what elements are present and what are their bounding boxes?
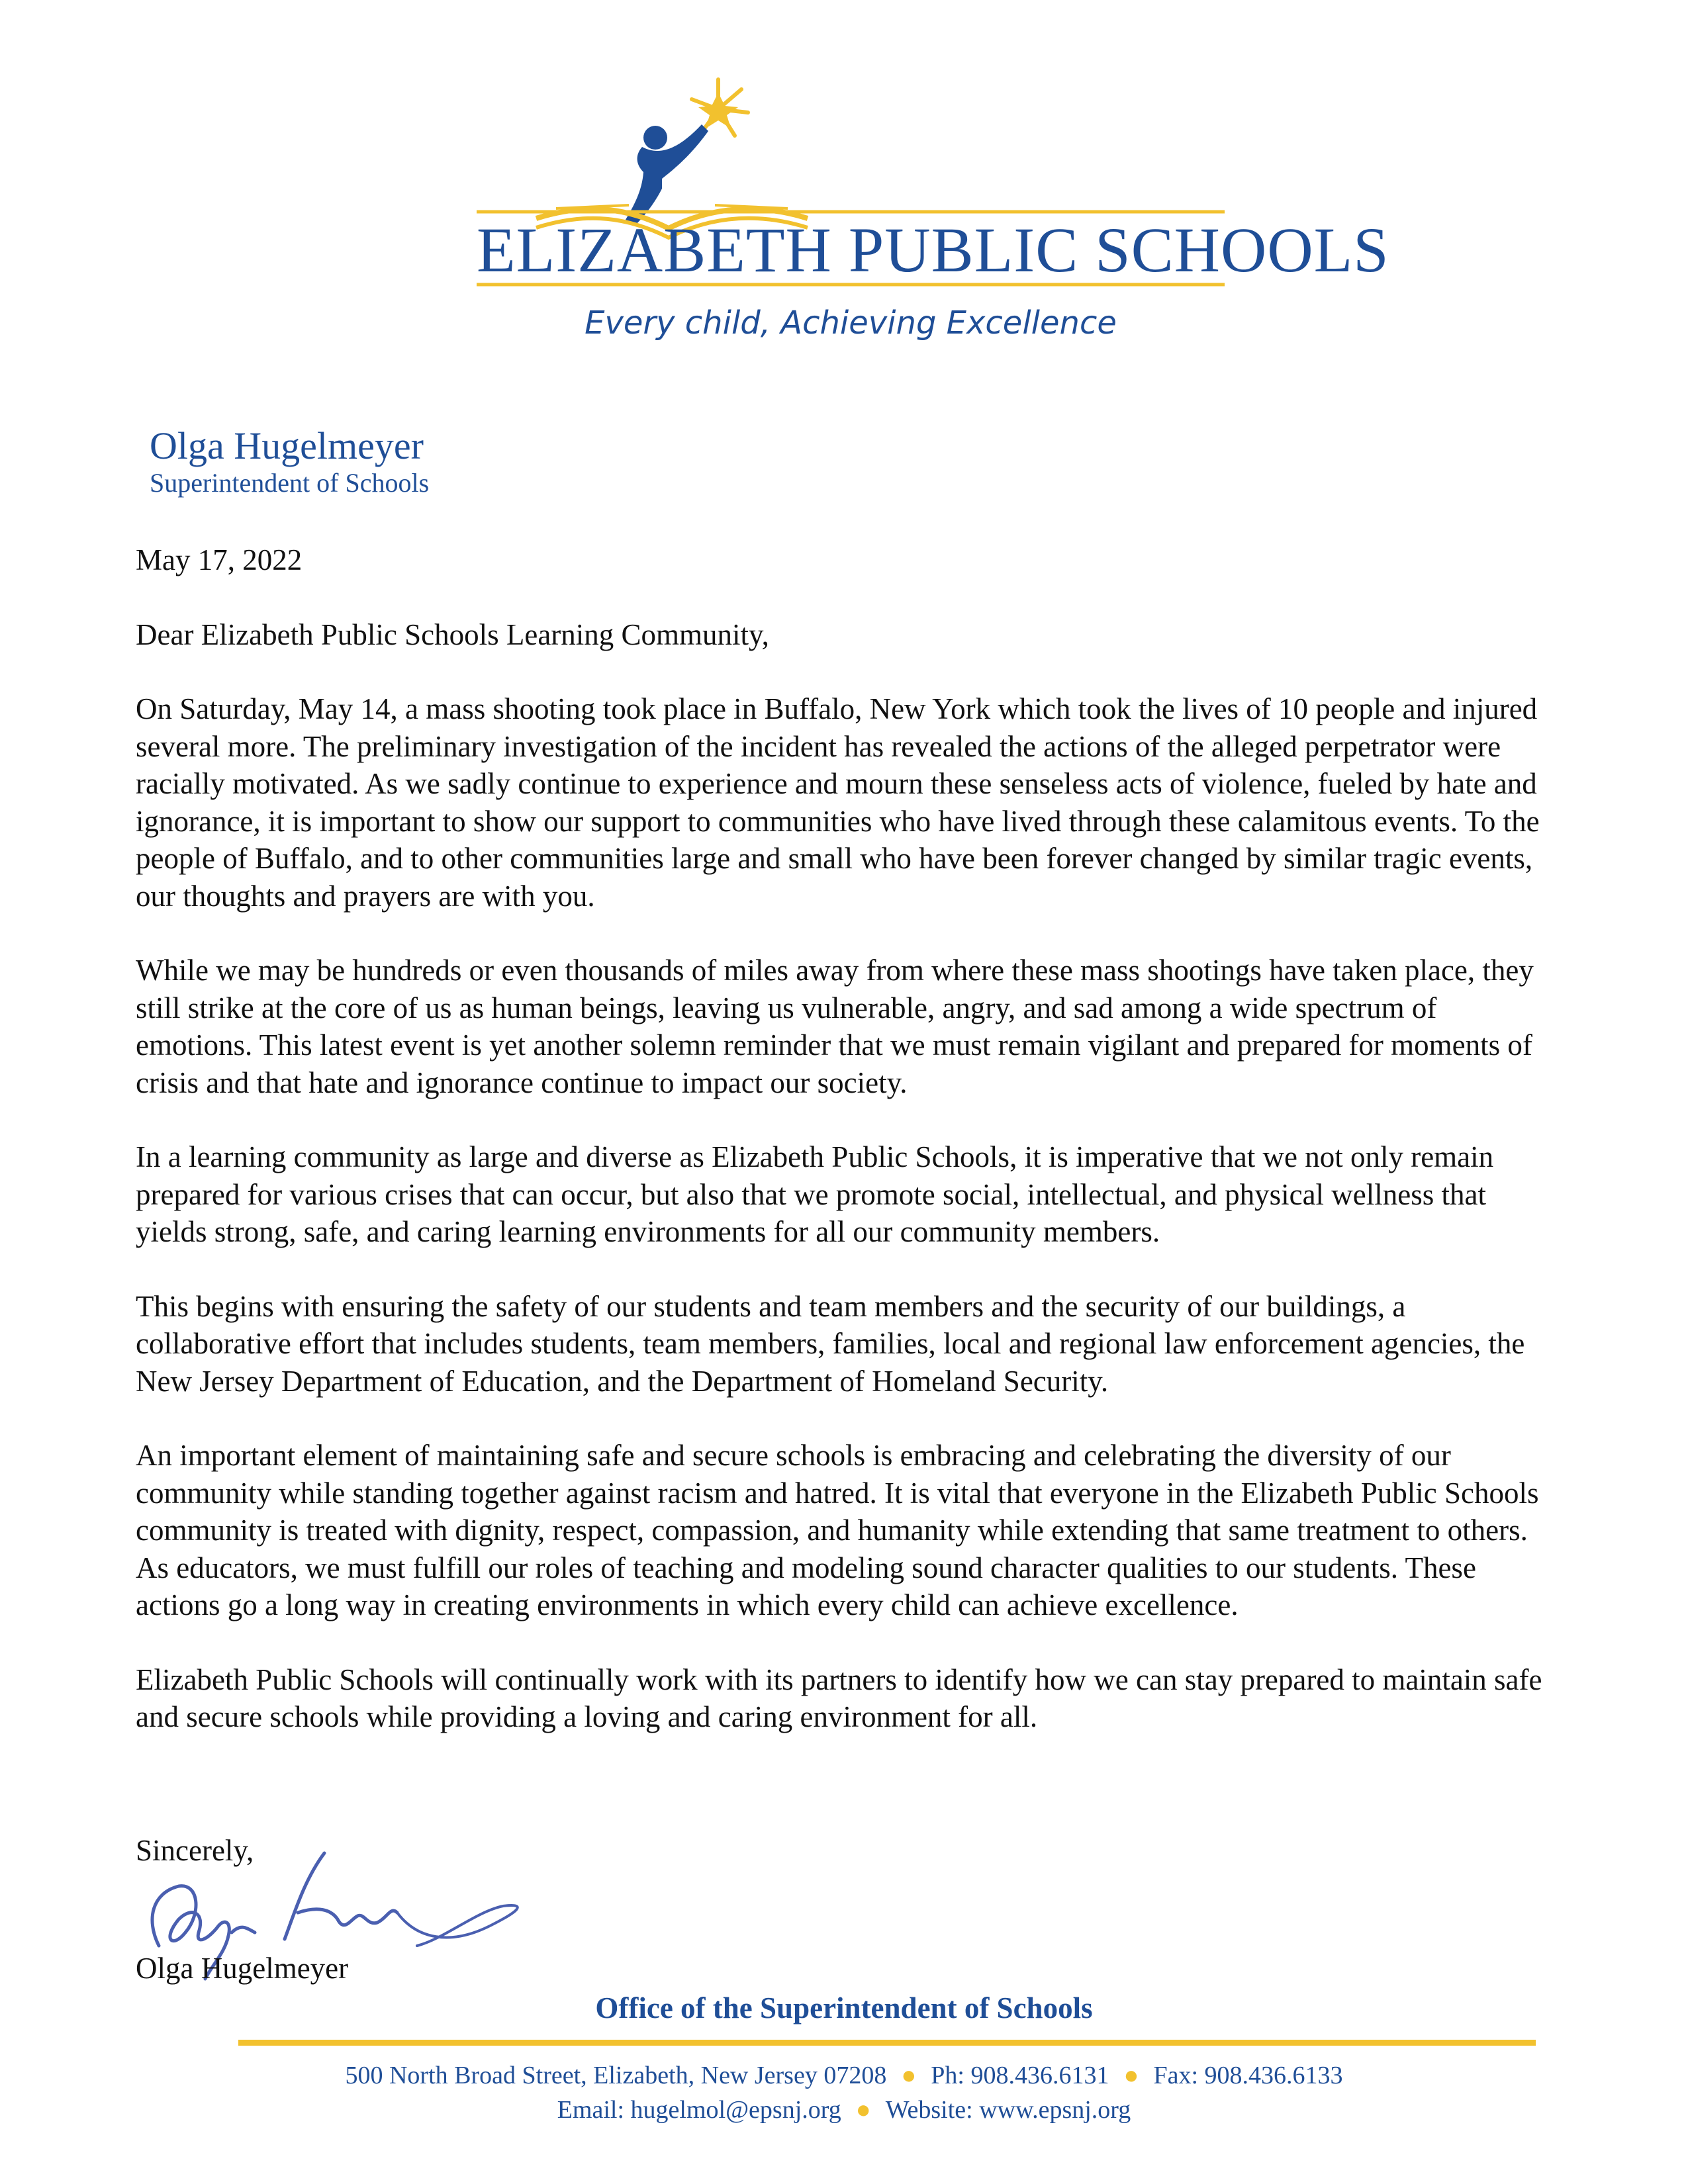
letter-paragraph: On Saturday, May 14, a mass shooting took place in Buffalo, New York which took the lives of 10 people and injured several more. The preliminary investigation of the incident has revealed the actions of the alleged perpetrator were racially motivated. As we sadly continue to experience and mourn these senseless acts of violence, fueled by hate and ignorance, it is important to show our support to communities who have lived through these calamitous events. To the people of Buffalo, and to other communities large and small who have been forever changed by similar tragic events, our thoughts and prayers are with you.	[136, 692, 1540, 913]
footer-fax: Fax: 908.436.6133	[1153, 2062, 1343, 2089]
bullet-icon: ●	[901, 2062, 917, 2089]
footer-website[interactable]: Website: www.epsnj.org	[885, 2096, 1131, 2124]
letter-paragraph: This begins with ensuring the safety of our students and team members and the security of our buildings, a collaborative effort that includes students, team members, families, local and regional law enforcement agencies, the New Jersey Department of Education, and the Department of Homeland Security.	[136, 1289, 1525, 1398]
letter-date: May 17, 2022	[136, 543, 303, 576]
footer-web-line	[0, 2095, 1688, 2124]
letter-closing: Sincerely,	[136, 1834, 254, 1867]
bullet-icon: ●	[1123, 2062, 1139, 2089]
letter-salutation: Dear Elizabeth Public Schools Learning Community,	[136, 617, 769, 651]
letter-paragraph: An important element of maintaining safe and secure schools is embracing and celebrating the diversity of our community while standing together against racism and hatred. It is vital that everyone in the Elizabeth Public Schools community is treated with dignity, respect, compassion, and humanity while extending that same treatment to others. As educators, we must fulfill our roles of teaching and modeling sound character qualities to our students. These actions go a long way in creating environments in which every child can achieve excellence.	[136, 1439, 1539, 1621]
district-logo	[463, 73, 1389, 364]
sender-name: Olga Hugelmeyer	[150, 424, 424, 467]
district-tagline: Every child, Achieving Excellence	[585, 304, 1117, 341]
footer-contact-line	[0, 2061, 1688, 2090]
sender-block	[150, 425, 429, 499]
footer-email[interactable]: Email: hugelmol@epsnj.org	[557, 2096, 841, 2124]
district-name: ELIZABETH PUBLIC SCHOOLS	[477, 214, 1389, 285]
letter-paragraph: While we may be hundreds or even thousands of miles away from where these mass shootings have taken place, they still strike at the core of us as human beings, leaving us vulnerable, angry, and sad among a wide spectrum of emotions. This latest event is yet another solemn reminder that we must remain vigilant and prepared for moments of crisis and that hate and ignorance continue to impact our society.	[136, 954, 1534, 1099]
footer-address: 500 North Broad Street, Elizabeth, New Jersey 07208	[345, 2062, 887, 2089]
bullet-icon: ●	[855, 2096, 871, 2124]
letter-body	[136, 541, 1559, 1773]
sender-title: Superintendent of Schools	[150, 467, 430, 498]
footer-divider	[238, 2040, 1536, 2046]
letter-paragraph: Elizabeth Public Schools will continually work with its partners to identify how we can stay prepared to maintain safe and secure schools while providing a loving and caring environment for all.	[136, 1662, 1542, 1733]
letter-paragraph: In a learning community as large and diverse as Elizabeth Public Schools, it is imperative that we not only remain prepared for various crises that can occur, but also that we promote social, intellectual, and physical wellness that yields strong, safe, and caring learning environments for all our community members.	[136, 1140, 1494, 1248]
footer-office: Office of the Superintendent of Schools	[595, 1991, 1093, 2025]
footer-phone: Ph: 908.436.6131	[931, 2062, 1109, 2089]
signer-name: Olga Hugelmeyer	[136, 1952, 349, 1985]
